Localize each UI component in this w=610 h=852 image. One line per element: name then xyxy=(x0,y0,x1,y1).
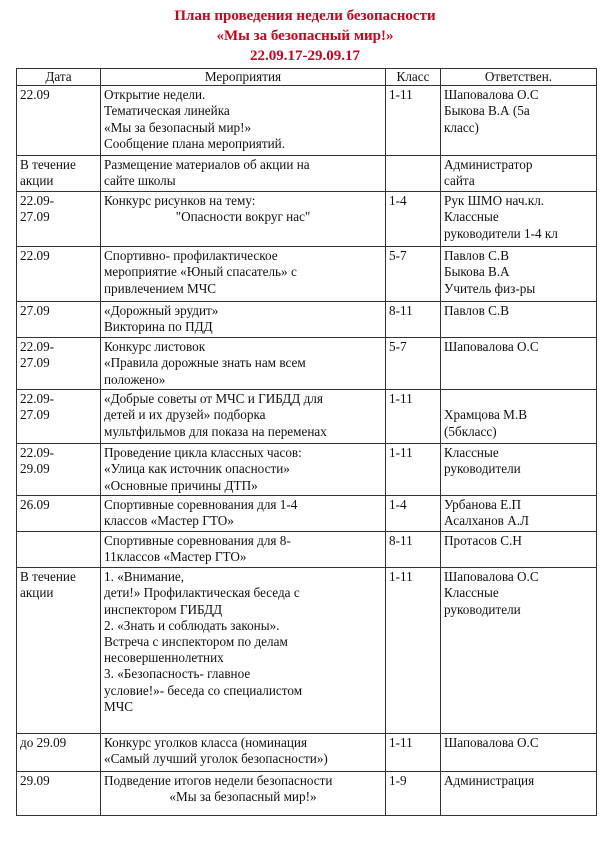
class-cell xyxy=(386,338,441,390)
responsible-cell xyxy=(441,390,597,444)
title-line-3: 22.09.17-29.09.17 xyxy=(250,48,360,64)
date-cell-line: 29.09 xyxy=(20,773,50,789)
table-row xyxy=(17,568,597,734)
date-cell-line: акции xyxy=(20,585,54,601)
responsible-cell-line: Павлов С.В xyxy=(444,248,510,264)
date-cell xyxy=(17,156,101,192)
date-cell xyxy=(17,192,101,247)
responsible-cell xyxy=(441,532,597,568)
table-body xyxy=(17,86,597,816)
event-cell-line: Размещение материалов об акции на xyxy=(104,157,310,173)
event-cell-line: «Мы за безопасный мир!» xyxy=(169,789,317,805)
header-events: Мероприятия xyxy=(101,69,386,86)
responsible-cell-line: класс) xyxy=(444,119,479,135)
event-cell-line: «Улица как источник опасности» xyxy=(104,461,290,477)
responsible-cell-line: Шаповалова О.С xyxy=(444,735,539,751)
table-row xyxy=(17,496,597,532)
class-cell xyxy=(386,568,441,734)
responsible-cell xyxy=(441,496,597,532)
class-cell-line: 1-11 xyxy=(389,391,413,407)
event-cell-line: классов «Мастер ГТО» xyxy=(104,513,234,529)
event-cell xyxy=(101,302,386,338)
event-cell-line: Конкурс уголков класса (номинация xyxy=(104,735,308,751)
responsible-cell xyxy=(441,338,597,390)
table-row xyxy=(17,247,597,302)
class-cell-line: 8-11 xyxy=(389,303,413,319)
header-date: Дата xyxy=(17,69,101,86)
responsible-cell-line: Учитель физ-ры xyxy=(444,280,536,296)
class-cell-line: 1-9 xyxy=(389,773,407,789)
responsible-cell xyxy=(441,192,597,247)
event-cell xyxy=(101,192,386,247)
header-class: Класс xyxy=(386,69,441,86)
title-line-2: «Мы за безопасный мир!» xyxy=(216,28,394,44)
date-cell-line: до 29.09 xyxy=(20,735,67,751)
class-cell-line: 1-11 xyxy=(389,87,413,103)
event-cell-line: привлечением МЧС xyxy=(104,280,217,296)
table-row xyxy=(17,734,597,772)
date-cell xyxy=(17,496,101,532)
event-cell-line: Подведение итогов недели безопасности xyxy=(104,773,333,789)
responsible-cell xyxy=(441,156,597,192)
responsible-cell-line: руководители 1-4 кл xyxy=(444,225,558,241)
event-cell xyxy=(101,390,386,444)
event-cell-line: Спортивные соревнования для 8- xyxy=(104,533,291,549)
responsible-cell-line: Протасов С.Н xyxy=(444,533,522,549)
date-cell xyxy=(17,568,101,734)
responsible-cell-line: Храмцова М.В xyxy=(444,407,527,423)
responsible-cell-line: Классные xyxy=(444,445,499,461)
event-cell-line: 1. «Внимание, xyxy=(104,569,185,585)
event-cell-line: 2. «Знать и соблюдать законы». xyxy=(104,617,280,633)
date-cell-line: 29.09 xyxy=(20,461,50,477)
event-cell-line: Проведение цикла классных часов: xyxy=(104,445,302,461)
class-cell-line: 1-11 xyxy=(389,445,413,461)
date-cell xyxy=(17,86,101,156)
date-cell-line: 27.09 xyxy=(20,303,50,319)
event-cell-line: дети!» Профилактическая беседа с xyxy=(104,585,300,601)
event-cell-line: Викторина по ПДД xyxy=(104,319,213,335)
events-table xyxy=(16,68,597,816)
date-cell-line: 22.09- xyxy=(20,391,55,407)
responsible-cell-line: Классные xyxy=(444,585,499,601)
responsible-cell-line xyxy=(444,391,593,407)
event-cell-line: сайте школы xyxy=(104,173,176,189)
responsible-cell-line: Быкова В.А xyxy=(444,264,510,280)
event-cell xyxy=(101,444,386,496)
date-cell-line: 27.09 xyxy=(20,407,50,423)
date-cell-line xyxy=(20,533,97,549)
date-cell-line: 22.09- xyxy=(20,445,55,461)
event-cell-line: положено» xyxy=(104,371,166,387)
event-cell-line: мероприятие «Юный спасатель» с xyxy=(104,264,297,280)
responsible-cell-line: Классные xyxy=(444,209,499,225)
date-cell xyxy=(17,734,101,772)
event-cell-line: 3. «Безопасность- главное xyxy=(104,666,251,682)
responsible-cell-line: руководители xyxy=(444,461,521,477)
event-cell xyxy=(101,338,386,390)
date-cell-line: В течение xyxy=(20,569,76,585)
class-cell-line: 1-4 xyxy=(389,193,407,209)
event-cell-line: Тематическая линейка xyxy=(104,103,230,119)
event-cell-line: «Добрые советы от МЧС и ГИБДД для xyxy=(104,391,323,407)
event-cell-line: Спортивно- профилактическое xyxy=(104,248,278,264)
date-cell-line: 26.09 xyxy=(20,497,50,513)
responsible-cell-line: Администрация xyxy=(444,773,535,789)
event-cell-line: 11классов «Мастер ГТО» xyxy=(104,549,247,565)
event-cell-line: условие!»- беседа со специалистом xyxy=(104,682,303,698)
responsible-cell xyxy=(441,734,597,772)
table-row xyxy=(17,390,597,444)
table-row xyxy=(17,156,597,192)
event-cell xyxy=(101,247,386,302)
event-cell-line: Встреча с инспектором по делам xyxy=(104,634,288,650)
table-row xyxy=(17,86,597,156)
date-cell xyxy=(17,444,101,496)
date-cell xyxy=(17,302,101,338)
date-cell-line: 22.09- xyxy=(20,339,55,355)
table-header-row xyxy=(17,69,597,86)
table-row xyxy=(17,338,597,390)
responsible-cell-line: Рук ШМО нач.кл. xyxy=(444,193,545,209)
responsible-cell xyxy=(441,568,597,734)
responsible-cell-line: Павлов С.В xyxy=(444,303,510,319)
date-cell xyxy=(17,338,101,390)
class-cell xyxy=(386,734,441,772)
event-cell-line: мультфильмов для показа на переменах xyxy=(104,423,327,439)
responsible-cell-line: Шаповалова О.С xyxy=(444,339,539,355)
title-line-1: План проведения недели безопасности xyxy=(174,8,436,24)
table-row xyxy=(17,532,597,568)
date-cell xyxy=(17,772,101,816)
responsible-cell-line: Администратор xyxy=(444,157,533,173)
event-cell-line: «Мы за безопасный мир!» xyxy=(104,119,252,135)
class-cell-line: 1-11 xyxy=(389,569,413,585)
responsible-cell-line: Шаповалова О.С xyxy=(444,87,539,103)
date-cell xyxy=(17,247,101,302)
event-cell xyxy=(101,568,386,734)
event-cell-line: «Дорожный эрудит» xyxy=(104,303,219,319)
class-cell xyxy=(386,496,441,532)
event-cell-line: «Правила дорожные знать нам всем xyxy=(104,355,306,371)
event-cell xyxy=(101,772,386,816)
event-cell-line: Спортивные соревнования для 1-4 xyxy=(104,497,298,513)
responsible-cell xyxy=(441,86,597,156)
event-cell xyxy=(101,156,386,192)
class-cell-line: 5-7 xyxy=(389,248,407,264)
responsible-cell-line: сайта xyxy=(444,173,475,189)
event-cell-line: Сообщение плана мероприятий. xyxy=(104,135,285,151)
table-row xyxy=(17,192,597,247)
class-cell xyxy=(386,772,441,816)
class-cell-line: 5-7 xyxy=(389,339,407,355)
responsible-cell xyxy=(441,247,597,302)
responsible-cell xyxy=(441,444,597,496)
table-row xyxy=(17,302,597,338)
table-row xyxy=(17,444,597,496)
class-cell xyxy=(386,390,441,444)
table-row xyxy=(17,772,597,816)
class-cell xyxy=(386,192,441,247)
event-cell xyxy=(101,532,386,568)
responsible-cell-line: Асалханов А.Л xyxy=(444,513,529,529)
event-cell xyxy=(101,496,386,532)
date-cell-line: 22.09 xyxy=(20,87,50,103)
class-cell xyxy=(386,86,441,156)
event-cell-line: "Опасности вокруг нас" xyxy=(175,209,311,225)
date-cell xyxy=(17,532,101,568)
class-cell-line: 8-11 xyxy=(389,533,413,549)
event-cell-line: МЧС xyxy=(104,698,134,714)
responsible-cell xyxy=(441,302,597,338)
date-cell-line: 22.09- xyxy=(20,193,55,209)
event-cell-line: Конкурс листовок xyxy=(104,339,206,355)
responsible-cell xyxy=(441,772,597,816)
event-cell-line: «Самый лучший уголок безопасности») xyxy=(104,751,328,767)
date-cell-line: акции xyxy=(20,173,54,189)
event-cell-line: несовершеннолетних xyxy=(104,650,224,666)
responsible-cell-line: Быкова В.А (5а xyxy=(444,103,530,119)
class-cell-line: 1-11 xyxy=(389,735,413,751)
responsible-cell-line: руководители xyxy=(444,601,521,617)
class-cell xyxy=(386,444,441,496)
header-responsible: Ответствен. xyxy=(441,69,597,86)
class-cell xyxy=(386,247,441,302)
responsible-cell-line: Урбанова Е.П xyxy=(444,497,522,513)
class-cell xyxy=(386,532,441,568)
event-cell xyxy=(101,734,386,772)
responsible-cell-line: (5бкласс) xyxy=(444,423,497,439)
class-cell xyxy=(386,156,441,192)
event-cell-line: Открытие недели. xyxy=(104,87,206,103)
date-cell xyxy=(17,390,101,444)
responsible-cell-line: Шаповалова О.С xyxy=(444,569,539,585)
event-cell-line: детей и их друзей» подборка xyxy=(104,407,266,423)
event-cell-line: «Основные причины ДТП» xyxy=(104,477,258,493)
date-cell-line: 22.09 xyxy=(20,248,50,264)
event-cell-line: Конкурс рисунков на тему: xyxy=(104,193,256,209)
date-cell-line: 27.09 xyxy=(20,355,50,371)
event-cell-line: инспектором ГИБДД xyxy=(104,601,223,617)
class-cell xyxy=(386,302,441,338)
class-cell-line: 1-4 xyxy=(389,497,407,513)
event-cell xyxy=(101,86,386,156)
date-cell-line: В течение xyxy=(20,157,76,173)
date-cell-line: 27.09 xyxy=(20,209,50,225)
